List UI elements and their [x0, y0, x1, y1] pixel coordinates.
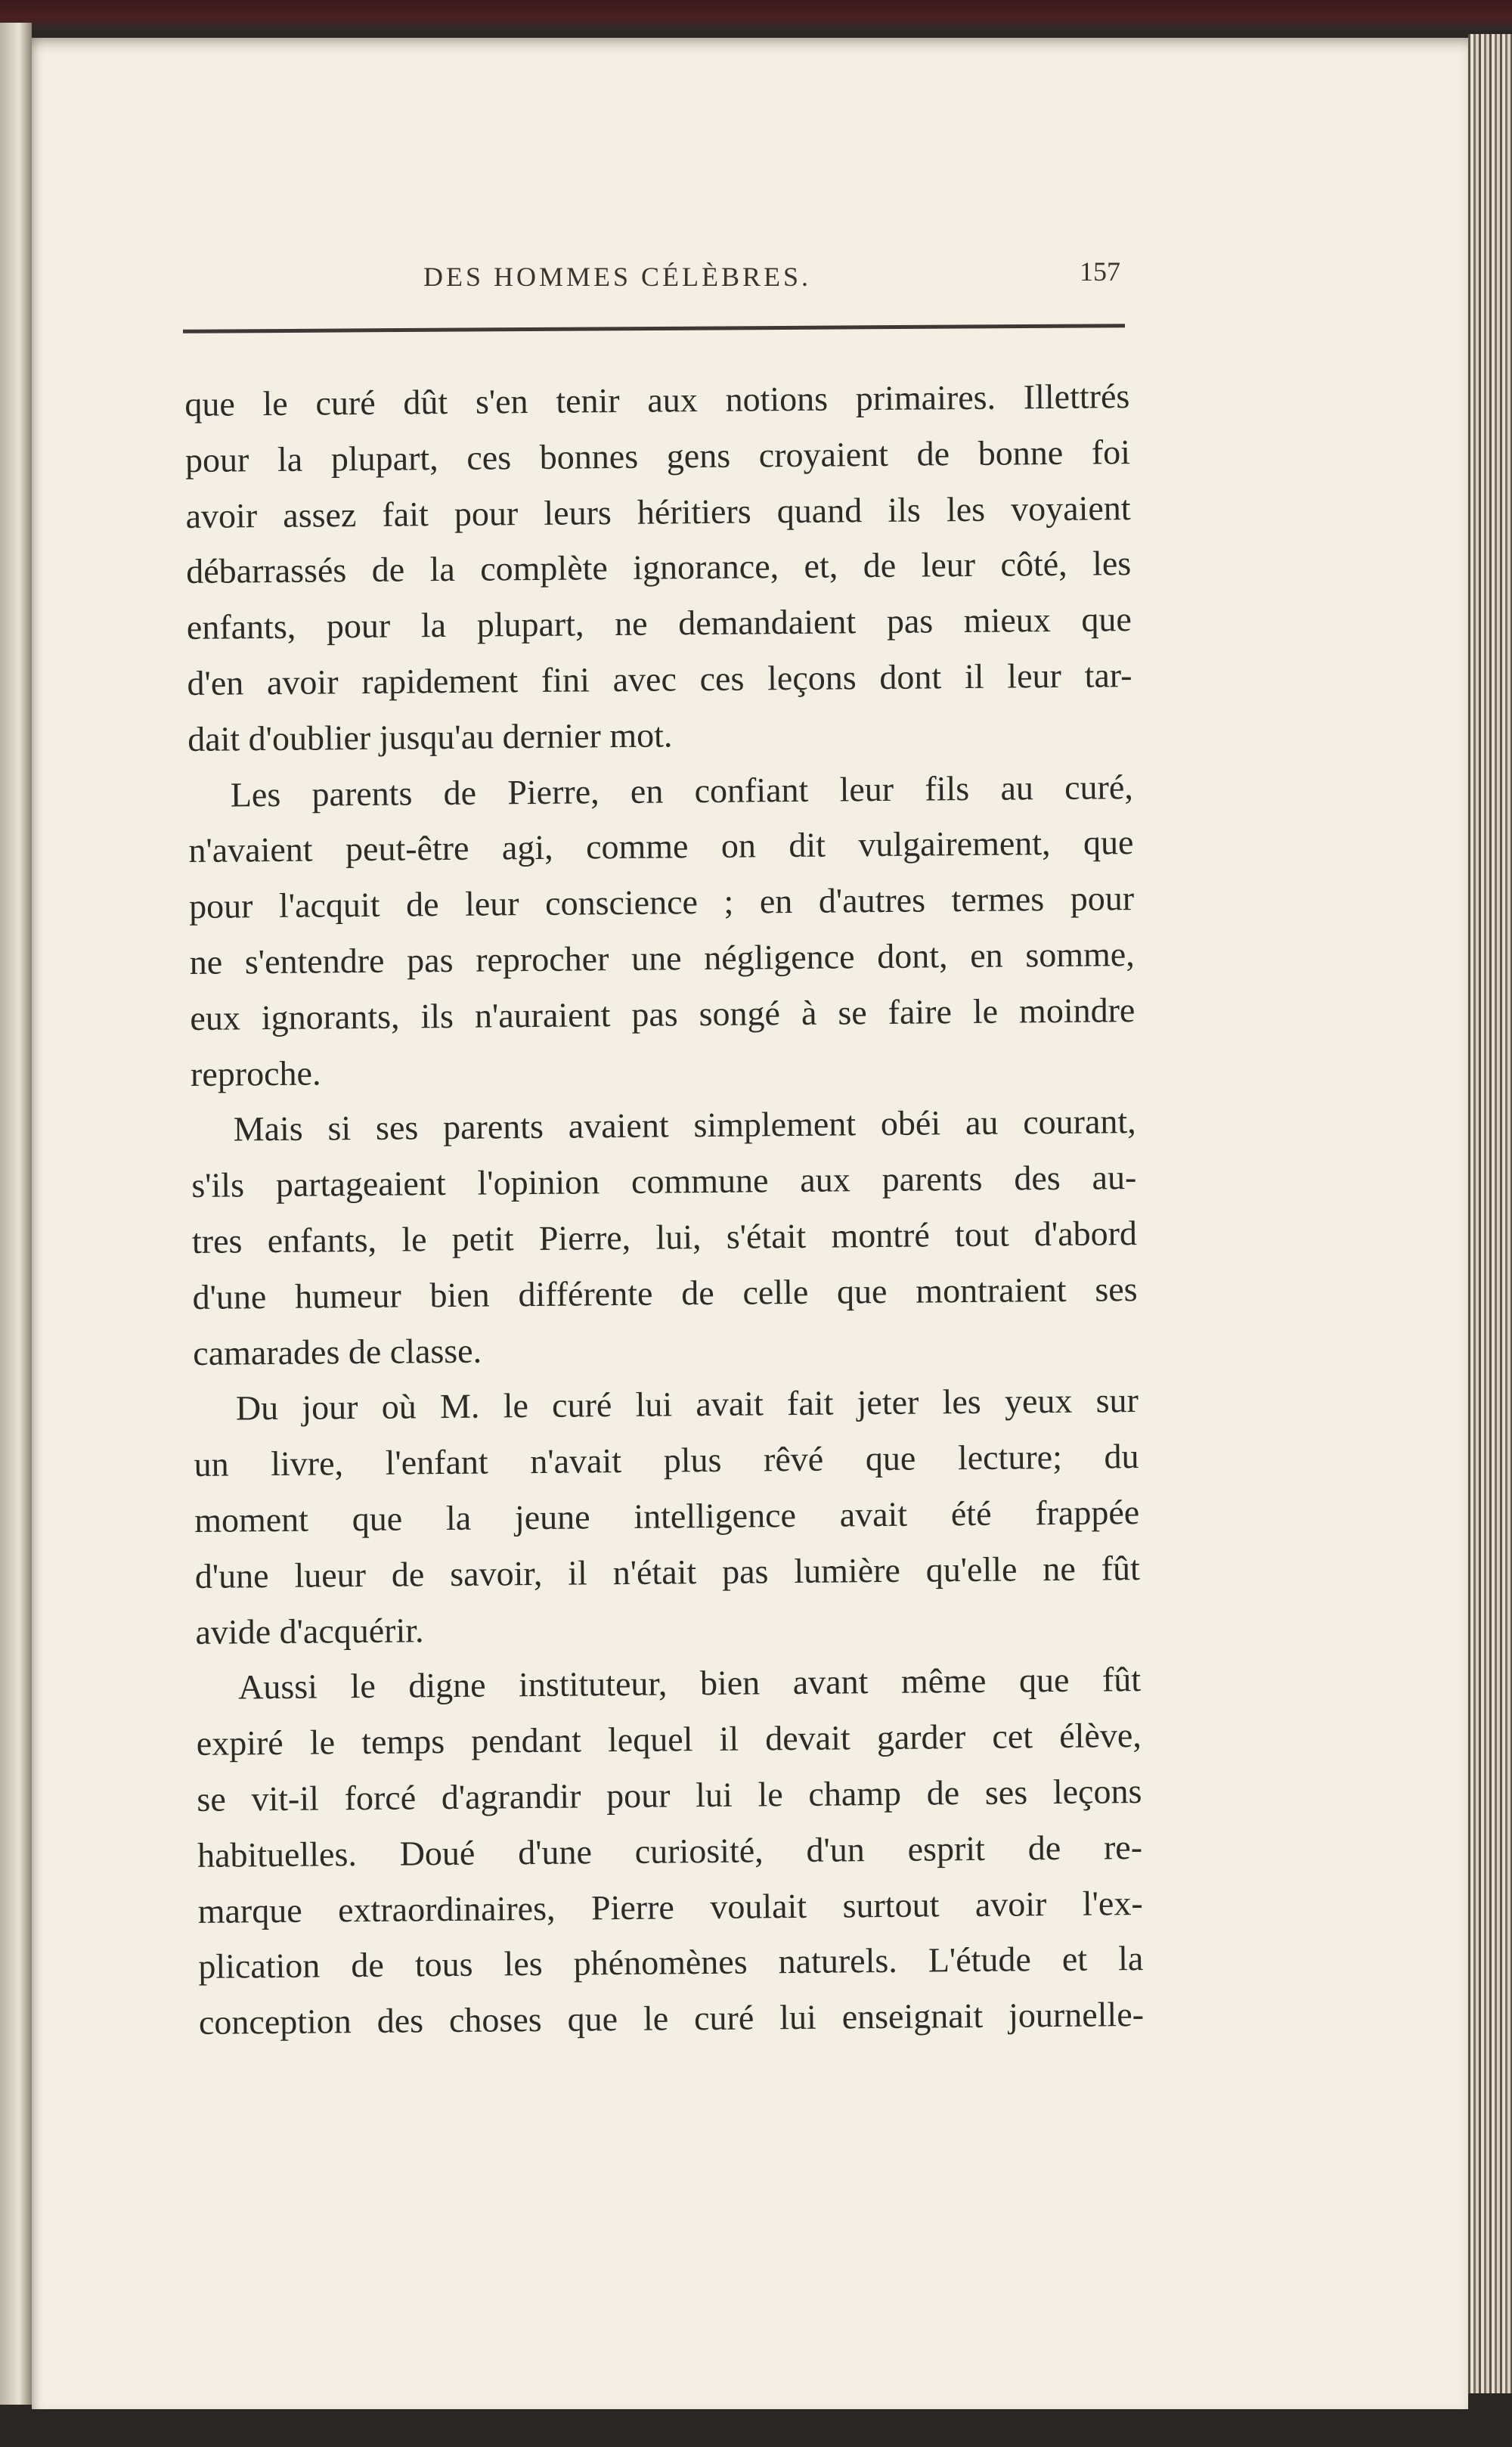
text-line: [187, 703, 1133, 768]
facing-page-edge: [0, 23, 32, 2405]
text-line-content: n'avaient peut-être agi, comme on dit vulgairement, que: [188, 823, 1134, 870]
text-line: [198, 1931, 1144, 1995]
text-line: [196, 1707, 1142, 1772]
text-line-content: pour l'acquit de leur conscience ; en d'autres termes pour: [188, 879, 1135, 926]
text-line-content: tres enfants, le petit Pierre, lui, s'était montré tout d'abord: [191, 1214, 1138, 1261]
text-line-content: marque extraordinaires, Pierre voulait surtout avoir l'ex-: [197, 1883, 1143, 1931]
text-line-content: avoir assez fait pour leurs héritiers quand ils les voyaient: [185, 488, 1131, 535]
text-line: [192, 1205, 1138, 1270]
text-line-content: d'une lueur de savoir, il n'était pas lumière qu'elle ne fût: [194, 1548, 1141, 1596]
text-line: [195, 1596, 1141, 1661]
text-line-content: un livre, l'enfant n'avait plus rêvé que lecture; du: [194, 1437, 1139, 1484]
text-line-content: plication de tous les phénomènes naturels. L'étude et la: [198, 1939, 1144, 1986]
text-line-content: expiré le temps pendant lequel il devait garder cet élève,: [196, 1716, 1142, 1763]
text-line-content: avide d'acquérir.: [195, 1610, 424, 1651]
text-line: [190, 982, 1136, 1047]
text-line: [186, 535, 1132, 600]
text-line-content: habituelles. Doué d'une curiosité, d'un esprit de re-: [197, 1827, 1143, 1875]
text-line-content: dait d'oublier jusqu'au dernier mot.: [187, 715, 673, 758]
text-line-content: eux ignorants, ils n'auraient pas songé à se faire le moindre: [190, 990, 1136, 1037]
text-line: [197, 1819, 1143, 1884]
text-line-content: Aussi le digne instituteur, bien avant même que fût: [237, 1660, 1142, 1707]
text-line: [194, 1428, 1139, 1493]
text-line-content: Du jour où M. le curé lui avait fait jeter les yeux sur: [235, 1381, 1139, 1428]
text-line-content: moment que la jeune intelligence avait été frappée: [194, 1492, 1140, 1540]
text-line: [189, 926, 1135, 991]
text-line-content: enfants, pour la plupart, ne demandaient pas mieux que: [186, 600, 1132, 647]
text-line: [187, 647, 1132, 712]
body-text: [184, 368, 1144, 2051]
text-line: [191, 1149, 1137, 1214]
text-line-content: que le curé dût s'en tenir aux notions primaires. Illettrés: [184, 377, 1130, 423]
page-edges-stack: [1468, 34, 1512, 2393]
text-line: [191, 1093, 1136, 1158]
text-line-content: conception des choses que le curé lui enseignait journelle-: [198, 1995, 1145, 2042]
text-line: [199, 1986, 1145, 2051]
text-line: [188, 759, 1134, 823]
text-line-content: d'en avoir rapidement fini avec ces leçons dont il leur tar-: [187, 656, 1132, 702]
text-line-content: pour la plupart, ces bonnes gens croyaient de bonne foi: [184, 432, 1131, 479]
text-line: [195, 1540, 1141, 1605]
book-cover-top: [0, 0, 1512, 30]
running-title: DES HOMMES CÉLÈBRES.: [423, 262, 812, 292]
text-line-content: débarrassés de la complète ignorance, et, de leur côté, les: [186, 544, 1132, 591]
text-line-content: se vit-il forcé d'agrandir pour lui le champ de ses leçons: [197, 1771, 1142, 1819]
text-line-content: Les parents de Pierre, en confiant leur fils au curé,: [230, 767, 1134, 814]
text-line-content: reproche.: [190, 1053, 321, 1093]
text-line-content: s'ils partageaient l'opinion commune aux parents des au-: [191, 1158, 1137, 1205]
text-line: [194, 1484, 1140, 1549]
text-line: [188, 814, 1134, 879]
text-line-content: ne s'entendre pas reprocher une négligence dont, en somme,: [189, 935, 1135, 982]
text-line-content: d'une humeur bien différente de celle que montraient ses: [192, 1269, 1138, 1317]
text-line: [194, 1372, 1139, 1437]
text-line: [191, 1038, 1136, 1103]
text-line: [185, 480, 1131, 544]
page-number: 157: [1080, 256, 1120, 287]
text-line: [196, 1651, 1142, 1716]
text-line: [189, 870, 1135, 935]
text-line: [185, 424, 1131, 488]
text-line: [197, 1875, 1143, 1940]
text-line: [184, 368, 1130, 433]
text-line: [187, 591, 1132, 656]
text-line-content: camarades de classe.: [193, 1331, 482, 1372]
text-line: [193, 1317, 1139, 1382]
text-line: [192, 1261, 1138, 1326]
text-line: [197, 1763, 1142, 1828]
text-line-content: Mais si ses parents avaient simplement obéi au courant,: [233, 1102, 1136, 1149]
